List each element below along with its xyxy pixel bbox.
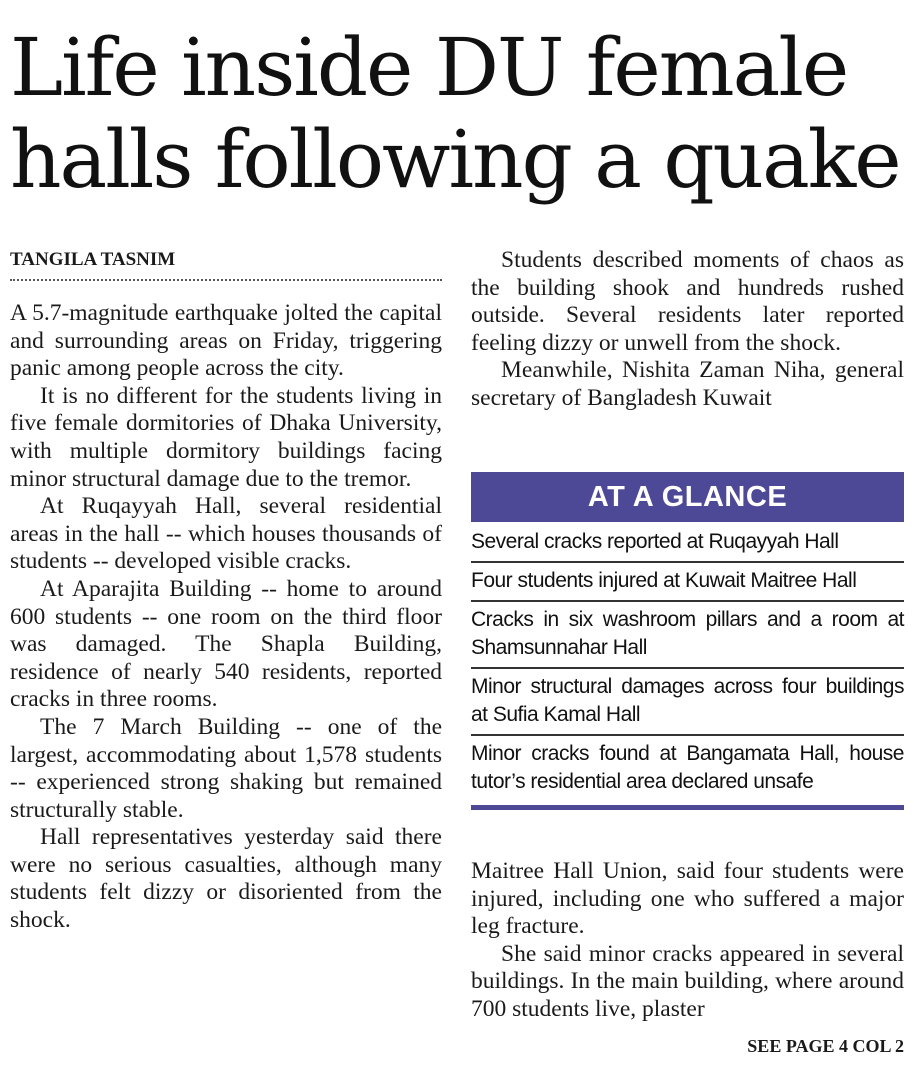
- paragraph: Students described moments of chaos as the building shook and hundreds rushed outside. Several residents later reported feeling dizzy or unwell from the shock.: [471, 247, 904, 356]
- glance-item: Four students injured at Kuwait Maitree Hall: [471, 561, 904, 600]
- headline-line-1: Life inside DU female: [10, 21, 848, 114]
- right-column-top: [471, 247, 904, 413]
- paragraph: A 5.7-magnitude earthquake jolted the capital and surrounding areas on Friday, triggering panic among people across the city.: [10, 300, 442, 382]
- left-column: [10, 300, 442, 935]
- right-column-bottom: [471, 858, 904, 1024]
- paragraph: Hall representatives yesterday said there were no serious casualties, although many students felt dizzy or disoriented from the shock.: [10, 824, 442, 934]
- paragraph: It is no different for the students living in five female dormitories of Dhaka University, with multiple dormitory buildings facing minor structural damage due to the tremor.: [10, 382, 442, 492]
- at-a-glance-box: [471, 472, 904, 810]
- paragraph: At Aparajita Building -- home to around 600 students -- one room on the third floor was damaged. The Shapla Building, residence of nearly 540 residents, reported cracks in three rooms.: [10, 575, 442, 713]
- glance-item: Several cracks reported at Ruqayyah Hall: [471, 530, 839, 553]
- continuation-link[interactable]: SEE PAGE 4 COL 2: [747, 1036, 904, 1056]
- glance-bottom-rule: [471, 805, 904, 810]
- paragraph: She said minor cracks appeared in several buildings. In the main building, where around 700 students live, plaster: [471, 940, 904, 1022]
- paragraph: Meanwhile, Nishita Zaman Niha, general secretary of Bangladesh Kuwait: [471, 357, 904, 411]
- glance-item: Cracks in six washroom pillars and a room at Shamsunnahar Hall: [471, 600, 904, 667]
- headline: [10, 22, 910, 206]
- glance-item: Minor cracks found at Bangamata Hall, house tutor’s residential area declared unsafe: [471, 734, 904, 801]
- paragraph: At Ruqayyah Hall, several residential areas in the hall -- which houses thousands of students -- developed visible cracks.: [10, 493, 442, 575]
- byline: TANGILA TASNIM: [10, 249, 442, 281]
- paragraph: Maitree Hall Union, said four students were injured, including one who suffered a major leg fracture.: [471, 858, 904, 940]
- paragraph: The 7 March Building -- one of the largest, accommodating about 1,578 students -- experienced strong shaking but remained structurally stable.: [10, 713, 442, 823]
- glance-item: Minor structural damages across four buildings at Sufia Kamal Hall: [471, 667, 904, 734]
- headline-line-2: halls following a quake: [10, 113, 900, 206]
- at-a-glance-title: AT A GLANCE: [471, 472, 904, 522]
